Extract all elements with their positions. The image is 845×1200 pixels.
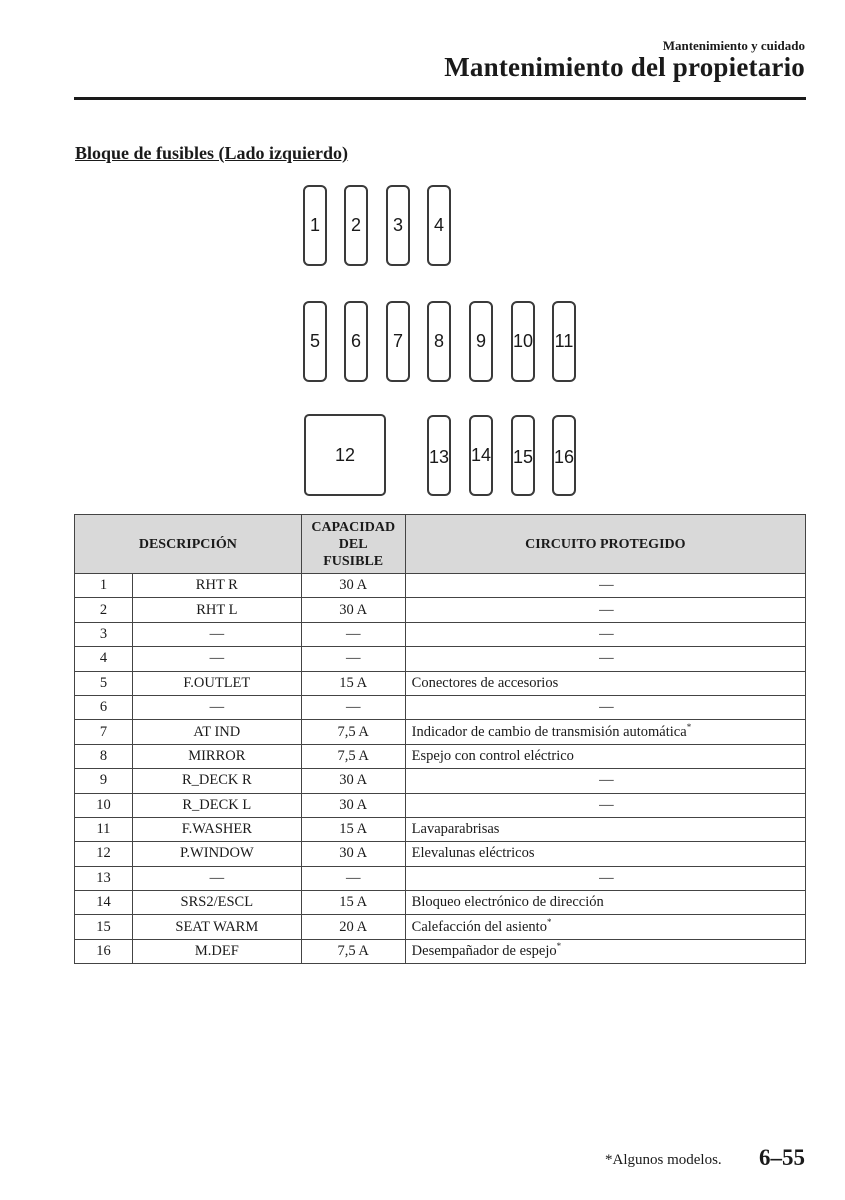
description-cell: — [132, 622, 301, 646]
circuit-text: — [599, 625, 614, 642]
table-row [75, 598, 806, 622]
description-cell: P.WINDOW [132, 842, 301, 866]
table-row [75, 817, 806, 841]
capacity-cell: 30 A [301, 598, 405, 622]
circuit-cell [405, 647, 805, 671]
capacity-cell: 15 A [301, 817, 405, 841]
header-capacidad-line: CAPACIDAD [311, 519, 396, 535]
table-row [75, 574, 806, 598]
circuit-cell [405, 622, 805, 646]
fuse-number: 9 [475, 331, 486, 351]
fuse-number-cell: 1 [75, 574, 133, 598]
fuse-slot [427, 301, 451, 382]
table-header-row [75, 515, 806, 574]
section-label: Mantenimiento y cuidado [662, 38, 805, 53]
description-cell: MIRROR [132, 744, 301, 768]
table-row [75, 793, 806, 817]
fuse-slot [552, 301, 576, 382]
fuse-number-cell: 5 [75, 671, 133, 695]
fuse-number: 3 [392, 215, 403, 235]
fuse-slot [427, 185, 451, 266]
circuit-text: Desempañador de espejo [411, 943, 557, 960]
fuse-number-cell: 15 [75, 915, 133, 939]
circuit-text: — [599, 772, 614, 789]
table-row [75, 842, 806, 866]
capacity-cell: 7,5 A [301, 744, 405, 768]
table-row [75, 695, 806, 719]
description-cell: M.DEF [132, 939, 301, 963]
header-rule [74, 97, 806, 100]
circuit-text: — [599, 601, 614, 618]
fuse-number-cell: 14 [75, 891, 133, 915]
footnote-marker: * [556, 941, 562, 952]
table-row [75, 769, 806, 793]
circuit-text: Bloqueo electrónico de dirección [411, 894, 604, 911]
table-row [75, 622, 806, 646]
fuse-number: 4 [433, 215, 444, 235]
circuit-cell [405, 574, 805, 598]
fuse-table [74, 514, 806, 964]
fuse-slot [552, 415, 576, 496]
circuit-cell [405, 866, 805, 890]
table-row [75, 915, 806, 939]
fuse-number-cell: 4 [75, 647, 133, 671]
circuit-cell [405, 891, 805, 915]
capacity-cell: — [301, 647, 405, 671]
capacity-cell: — [301, 866, 405, 890]
description-cell: SEAT WARM [132, 915, 301, 939]
fuse-slot [511, 415, 535, 496]
fuse-number: 11 [554, 331, 574, 351]
fuse-number: 12 [334, 444, 356, 465]
table-row [75, 671, 806, 695]
fuse-number-cell: 2 [75, 598, 133, 622]
description-cell: AT IND [132, 720, 301, 744]
fuse-number: 2 [350, 215, 361, 235]
capacity-cell: 30 A [301, 793, 405, 817]
fuse-slot [427, 415, 451, 496]
fuse-slot [303, 185, 327, 266]
description-cell: RHT R [132, 574, 301, 598]
circuit-text: — [599, 577, 614, 594]
fuse-slot [386, 185, 410, 266]
fuse-number: 15 [512, 447, 534, 467]
header-descripcion: DESCRIPCIÓN [75, 515, 302, 574]
circuit-cell [405, 769, 805, 793]
description-cell: — [132, 695, 301, 719]
fuse-number: 7 [392, 331, 403, 351]
fuse-number-cell: 7 [75, 720, 133, 744]
capacity-cell: 15 A [301, 891, 405, 915]
fuse-slot [386, 301, 410, 382]
fuse-slot [469, 301, 493, 382]
circuit-text: Lavaparabrisas [411, 821, 500, 838]
description-cell: F.WASHER [132, 817, 301, 841]
circuit-cell [405, 842, 805, 866]
table-row [75, 647, 806, 671]
capacity-cell: 20 A [301, 915, 405, 939]
capacity-cell: 7,5 A [301, 720, 405, 744]
circuit-text: Indicador de cambio de transmisión automática [411, 723, 687, 740]
fuse-slot [511, 301, 535, 382]
fuse-number-cell: 6 [75, 695, 133, 719]
circuit-text: — [599, 796, 614, 813]
fuse-number: 13 [428, 447, 450, 467]
circuit-cell [405, 671, 805, 695]
circuit-cell [405, 793, 805, 817]
table-row [75, 866, 806, 890]
circuit-text: — [599, 650, 614, 667]
table-row [75, 744, 806, 768]
circuit-cell [405, 695, 805, 719]
fuse-number-cell: 11 [75, 817, 133, 841]
fuse-slot-large [304, 414, 386, 496]
header-capacidad [301, 515, 405, 574]
fuse-number: 14 [470, 445, 492, 465]
fuse-number: 1 [309, 215, 320, 235]
capacity-cell: 30 A [301, 842, 405, 866]
fuse-slot [344, 301, 368, 382]
circuit-text: Elevalunas eléctricos [411, 845, 535, 862]
fuse-slot [344, 185, 368, 266]
circuit-cell [405, 817, 805, 841]
description-cell: SRS2/ESCL [132, 891, 301, 915]
capacity-cell: — [301, 695, 405, 719]
footnote-marker: * [546, 916, 552, 927]
description-cell: RHT L [132, 598, 301, 622]
page-number: 6–55 [759, 1145, 805, 1170]
fuse-slot [469, 415, 493, 496]
fuse-number: 6 [350, 331, 361, 351]
fuse-number: 10 [512, 331, 534, 351]
table-row [75, 720, 806, 744]
circuit-text: — [599, 869, 614, 886]
capacity-cell: 30 A [301, 769, 405, 793]
description-cell: R_DECK L [132, 793, 301, 817]
fuse-number-cell: 8 [75, 744, 133, 768]
fuse-number-cell: 10 [75, 793, 133, 817]
footnote-marker: * [686, 721, 692, 732]
header-circuito: CIRCUITO PROTEGIDO [405, 515, 805, 574]
fuse-number-cell: 16 [75, 939, 133, 963]
header-capacidad-line: FUSIBLE [323, 553, 384, 569]
capacity-cell: 15 A [301, 671, 405, 695]
table-row [75, 891, 806, 915]
circuit-cell [405, 744, 805, 768]
description-cell: R_DECK R [132, 769, 301, 793]
fuse-number: 5 [309, 331, 320, 351]
circuit-text: Conectores de accesorios [411, 674, 559, 691]
circuit-text: Espejo con control eléctrico [411, 747, 574, 764]
capacity-cell: — [301, 622, 405, 646]
fuse-number: 8 [433, 331, 444, 351]
fuse-number-cell: 3 [75, 622, 133, 646]
fuse-number-cell: 9 [75, 769, 133, 793]
table-row [75, 939, 806, 963]
header-capacidad-line: DEL [338, 536, 368, 552]
capacity-cell: 30 A [301, 574, 405, 598]
footnote: *Algunos modelos. [605, 1152, 722, 1168]
fuse-number-cell: 12 [75, 842, 133, 866]
circuit-cell [405, 598, 805, 622]
description-cell: — [132, 647, 301, 671]
fuse-number-cell: 13 [75, 866, 133, 890]
circuit-cell [405, 915, 805, 939]
subheading: Bloque de fusibles (Lado izquierdo) [75, 143, 349, 163]
fuse-number: 16 [553, 447, 575, 467]
fuse-slot [303, 301, 327, 382]
description-cell: — [132, 866, 301, 890]
description-cell: F.OUTLET [132, 671, 301, 695]
circuit-cell [405, 720, 805, 744]
circuit-text: — [599, 699, 614, 716]
capacity-cell: 7,5 A [301, 939, 405, 963]
circuit-cell [405, 939, 805, 963]
page-title: Mantenimiento del propietario [444, 52, 805, 82]
circuit-text: Calefacción del asiento [411, 918, 547, 935]
